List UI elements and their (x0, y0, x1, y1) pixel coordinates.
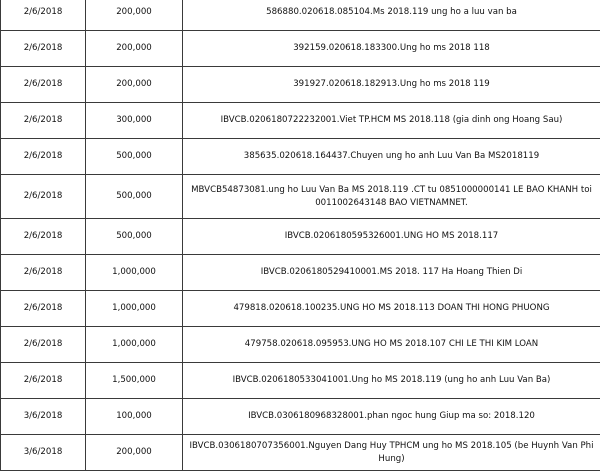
table-row (1, 139, 600, 175)
cell-date: 2/6/2018 (1, 175, 86, 219)
cell-date: 2/6/2018 (1, 103, 86, 139)
cell-content: 391927.020618.182913.Ung ho ms 2018 119 (183, 67, 600, 103)
cell-date: 2/6/2018 (1, 67, 86, 103)
table-body (1, 0, 600, 471)
cell-amount: 100,000 (86, 399, 183, 435)
table-row (1, 31, 600, 67)
cell-content: 479818.020618.100235.UNG HO MS 2018.113 DOAN THI HONG PHUONG (183, 291, 600, 327)
cell-amount: 300,000 (86, 103, 183, 139)
cell-amount: 1,000,000 (86, 291, 183, 327)
cell-amount: 1,000,000 (86, 327, 183, 363)
cell-amount: 500,000 (86, 219, 183, 255)
cell-amount: 500,000 (86, 175, 183, 219)
cell-date: 2/6/2018 (1, 363, 86, 399)
table-row (1, 435, 600, 471)
table-row (1, 0, 600, 31)
cell-date: 3/6/2018 (1, 399, 86, 435)
cell-content: IBVCB.0306180968328001.phan ngoc hung Giup ma so: 2018.120 (183, 399, 600, 435)
cell-date: 2/6/2018 (1, 327, 86, 363)
cell-content: IBVCB.0206180595326001.UNG HO MS 2018.117 (183, 219, 600, 255)
table-row (1, 103, 600, 139)
cell-amount: 200,000 (86, 31, 183, 67)
cell-amount: 1,500,000 (86, 363, 183, 399)
cell-date: 2/6/2018 (1, 31, 86, 67)
cell-content: 385635.020618.164437.Chuyen ung ho anh Luu Van Ba MS2018119 (183, 139, 600, 175)
cell-date: 2/6/2018 (1, 255, 86, 291)
table-row (1, 399, 600, 435)
table-row (1, 175, 600, 219)
cell-content: 392159.020618.183300.Ung ho ms 2018 118 (183, 31, 600, 67)
cell-content: 479758.020618.095953.UNG HO MS 2018.107 CHI LE THI KIM LOAN (183, 327, 600, 363)
cell-content: MBVCB54873081.ung ho Luu Van Ba MS 2018.119 .CT tu 0851000000141 LE BAO KHANH toi 0011002643148 BAO VIETNAMNET. (183, 175, 600, 219)
cell-amount: 500,000 (86, 139, 183, 175)
cell-content: IBVCB.0206180533041001.Ung ho MS 2018.119 (ung ho anh Luu Van Ba) (183, 363, 600, 399)
table-row (1, 67, 600, 103)
cell-date: 2/6/2018 (1, 219, 86, 255)
table-row (1, 219, 600, 255)
table-row (1, 327, 600, 363)
cell-content: 586880.020618.085104.Ms 2018.119 ung ho a luu van ba (183, 0, 600, 31)
cell-amount: 200,000 (86, 435, 183, 471)
cell-date: 2/6/2018 (1, 0, 86, 31)
table-row (1, 363, 600, 399)
cell-content: IBVCB.0206180722232001.Viet TP.HCM MS 2018.118 (gia dinh ong Hoang Sau) (183, 103, 600, 139)
table-row (1, 291, 600, 327)
cell-content: IBVCB.0306180707356001.Nguyen Dang Huy TPHCM ung ho MS 2018.105 (be Huynh Van Phi Hung) (183, 435, 600, 471)
cell-content: IBVCB.0206180529410001.MS 2018. 117 Ha Hoang Thien Di (183, 255, 600, 291)
cell-date: 3/6/2018 (1, 435, 86, 471)
cell-amount: 1,000,000 (86, 255, 183, 291)
cell-amount: 200,000 (86, 67, 183, 103)
cell-date: 2/6/2018 (1, 139, 86, 175)
cell-amount: 200,000 (86, 0, 183, 31)
table-row (1, 255, 600, 291)
cell-date: 2/6/2018 (1, 291, 86, 327)
